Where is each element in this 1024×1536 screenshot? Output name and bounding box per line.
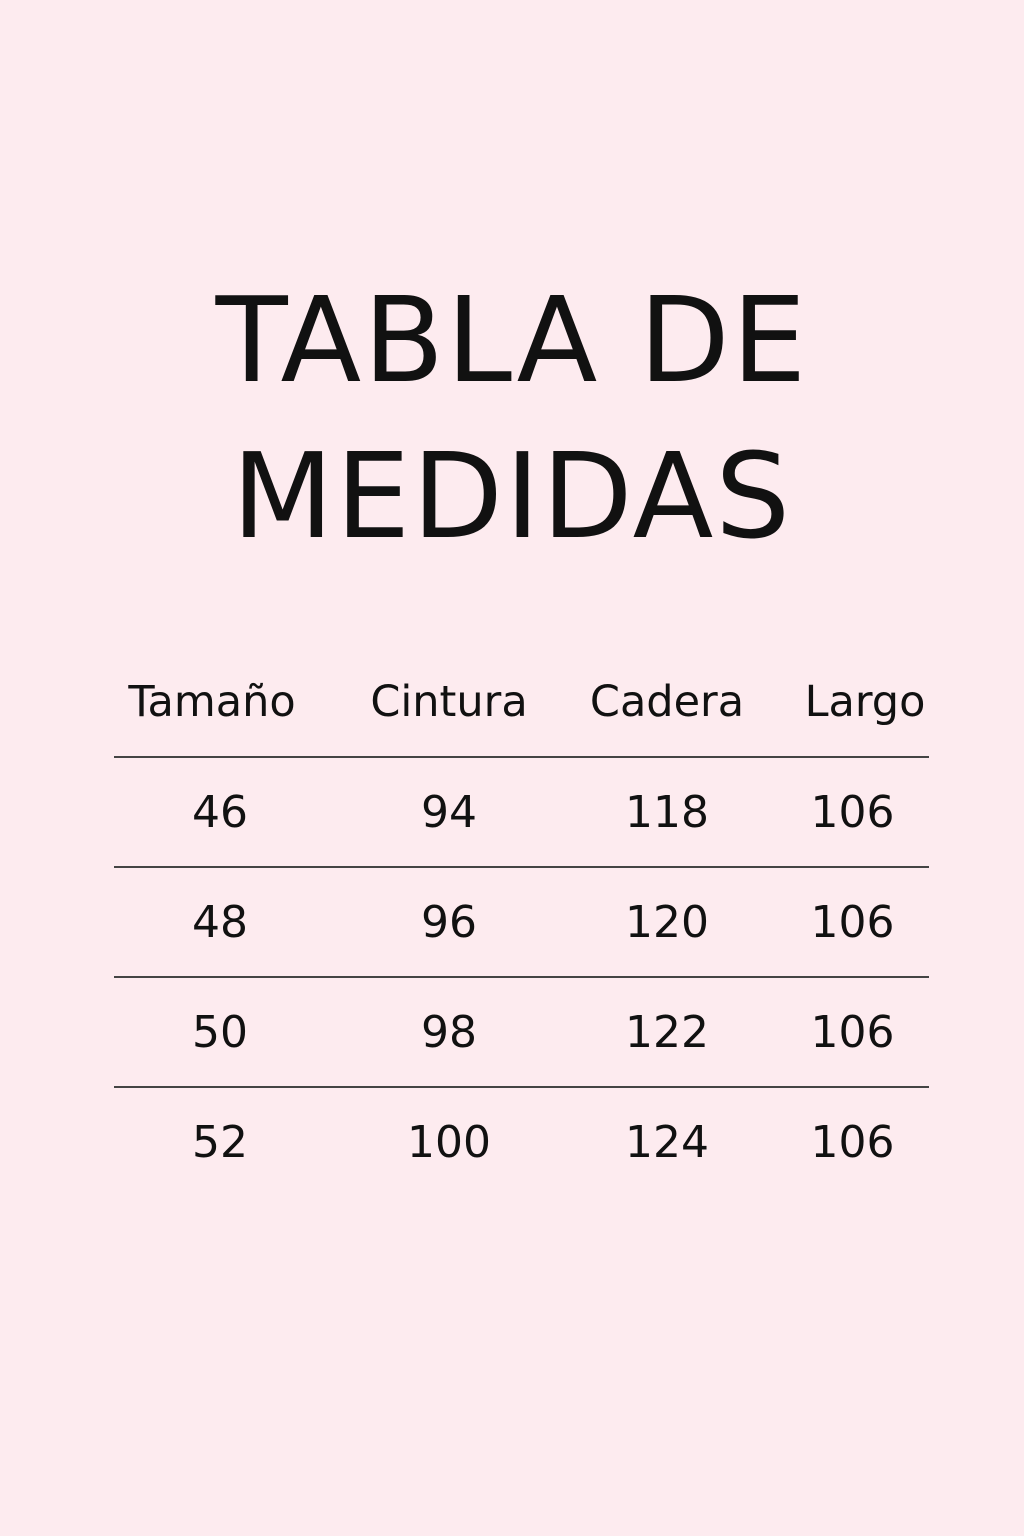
cell-length: 106 [810, 896, 895, 948]
cell-size: 50 [192, 1006, 248, 1058]
cell-length: 106 [810, 1116, 895, 1168]
cell-waist: 98 [421, 1006, 477, 1058]
cell-hip: 120 [625, 896, 709, 948]
cell-hip: 122 [625, 1006, 709, 1058]
cell-size: 52 [192, 1116, 248, 1168]
header-waist: Cintura [370, 677, 528, 727]
table-row [114, 758, 929, 868]
table-header-row [114, 648, 929, 758]
title-line-2: MEDIDAS [231, 427, 793, 565]
header-size: Tamaño [128, 677, 296, 727]
cell-length: 106 [810, 786, 895, 838]
cell-hip: 124 [625, 1116, 709, 1168]
cell-waist: 96 [421, 896, 477, 948]
cell-length: 106 [810, 1006, 895, 1058]
table-row [114, 978, 929, 1088]
table-row [114, 868, 929, 978]
header-hip: Cadera [589, 677, 745, 727]
cell-waist: 100 [407, 1116, 491, 1168]
header-length: Largo [804, 677, 926, 727]
size-table [114, 648, 929, 1196]
cell-hip: 118 [625, 786, 709, 838]
cell-size: 46 [192, 786, 248, 838]
title-line-1: TABLA DE [215, 271, 809, 409]
cell-waist: 94 [421, 786, 477, 838]
cell-size: 48 [192, 896, 248, 948]
table-row [114, 1088, 929, 1196]
page-title [0, 262, 1024, 574]
